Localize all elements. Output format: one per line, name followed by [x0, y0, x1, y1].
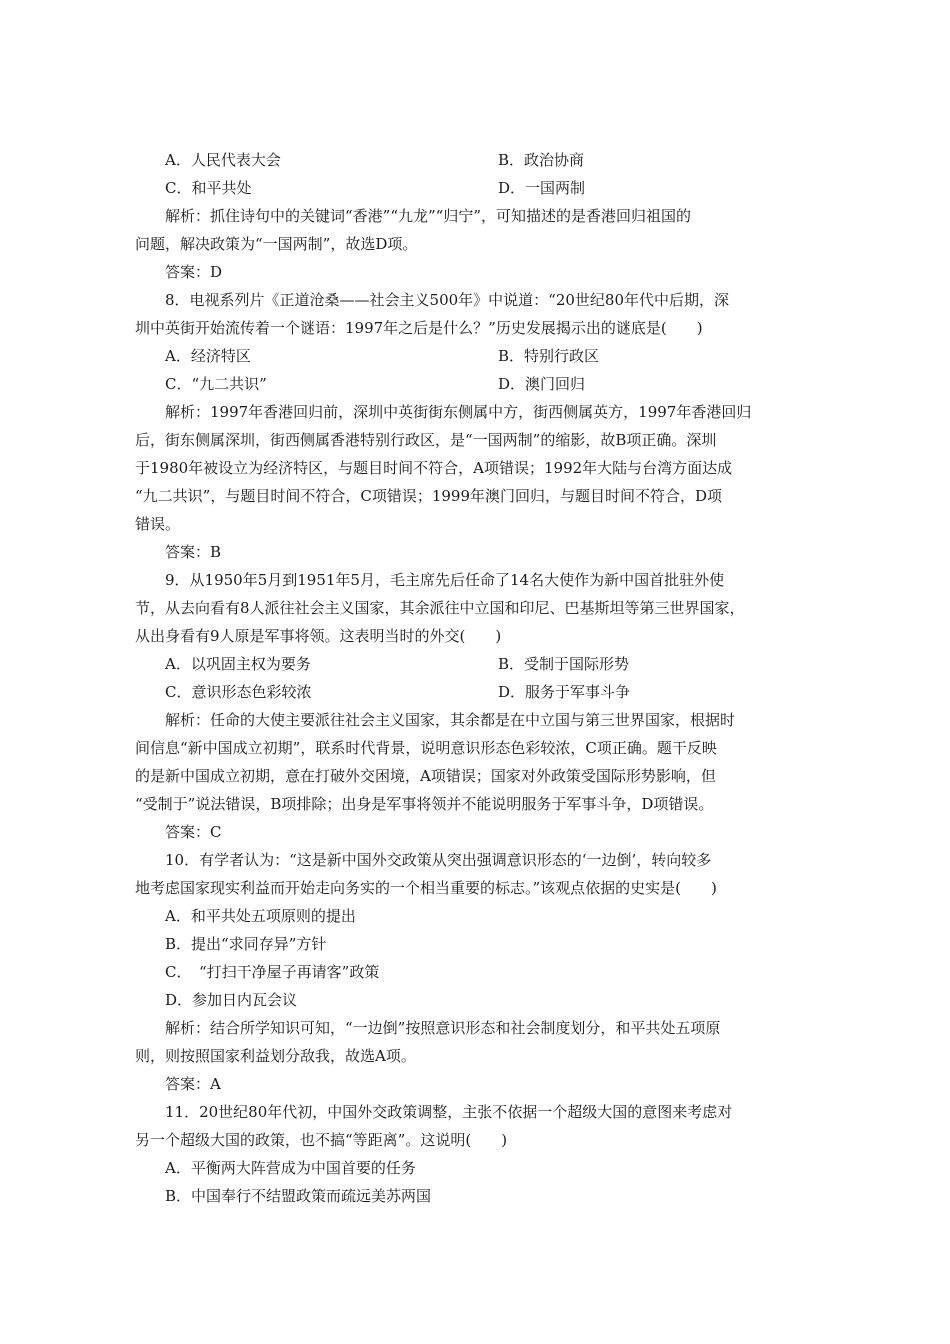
q7-options-row-1	[135, 146, 825, 174]
q9-analysis-line: 的是新中国成立初期，意在打破外交困境，A项错误；国家对外政策受国际形势影响，但	[135, 767, 716, 785]
q9-answer: 答案：C	[165, 823, 222, 841]
q8-analysis-line: 错误。	[135, 515, 181, 533]
q10-answer: 答案：A	[165, 1075, 221, 1093]
q10-stem-line: 10．有学者认为：“这是新中国外交政策从突出强调意识形态的‘一边倒’，转向较多	[165, 851, 712, 869]
q9-stem-line: 从出身看有9人原是军事将领。这表明当时的外交( )	[135, 627, 502, 645]
q10-option-b: B．提出“求同存异”方针	[165, 935, 327, 953]
q11-stem-line: 另一个超级大国的政策，也不搞“等距离”。这说明( )	[135, 1131, 508, 1149]
q7-option-d: D．一国两制	[498, 179, 586, 197]
q7-analysis-line: 问题，解决政策为“一国两制”，故选D项。	[135, 235, 418, 253]
q8-analysis-line: 于1980年被设立为经济特区，与题目时间不符合，A项错误；1992年大陆与台湾方面达成	[135, 459, 733, 477]
q10-option-a: A．和平共处五项原则的提出	[165, 907, 356, 925]
q9-analysis-line: “受制于”说法错误，B项排除；出身是军事将领并不能说明服务于军事斗争，D项错误。	[135, 795, 714, 813]
q10-analysis-line: 则，则按照国家利益划分敌我，故选A项。	[135, 1047, 416, 1065]
q8-analysis-line: 后，街东侧属深圳，街西侧属香港特别行政区，是“一国两制”的缩影，故B项正确。深圳	[135, 431, 717, 449]
q11-option-b: B．中国奉行不结盟政策而疏远美苏两国	[165, 1187, 432, 1205]
q7-options-row-2	[135, 174, 825, 202]
q11-stem-line: 11．20世纪80年代初，中国外交政策调整，主张不依据一个超级大国的意图来考虑对	[165, 1103, 733, 1121]
q8-options-row-1	[135, 342, 825, 370]
q8-stem-line: 圳中英街开始流传着一个谜语：1997年之后是什么？”历史发展揭示出的谜底是( )	[135, 319, 703, 337]
q7-analysis-line: 解析：抓住诗句中的关键词“香港”“九龙”“归宁”，可知描述的是香港回归祖国的	[165, 207, 692, 225]
q9-analysis-line: 解析：任命的大使主要派往社会主义国家，其余都是在中立国与第三世界国家，根据时	[165, 711, 736, 729]
q8-option-a: A．经济特区	[165, 347, 251, 365]
q7-answer: 答案：D	[165, 263, 223, 281]
q9-option-b: B．受制于国际形势	[498, 655, 630, 673]
q8-stem-line: 8．电视系列片《正道沧桑——社会主义500年》中说道：“20世纪80年代中后期，深	[165, 291, 730, 309]
q10-option-c: C． “打扫干净屋子再请客”政策	[165, 963, 380, 981]
q8-analysis-line: “九二共识”，与题目时间不符合，C项错误；1999年澳门回归，与题目时间不符合，D项	[135, 487, 723, 505]
q7-option-c: C．和平共处	[165, 179, 252, 197]
q9-options-row-2	[135, 678, 825, 706]
q9-analysis-line: 间信息“新中国成立初期”，联系时代背景，说明意识形态色彩较浓，C项正确。题干反映	[135, 739, 717, 757]
q11-option-a: A．平衡两大阵营成为中国首要的任务	[165, 1159, 416, 1177]
question-content	[135, 146, 825, 1210]
q10-option-d: D．参加日内瓦会议	[165, 991, 298, 1009]
q8-option-d: D．澳门回归	[498, 375, 586, 393]
q7-option-b: B．政治协商	[498, 151, 585, 169]
q8-analysis-line: 解析：1997年香港回归前，深圳中英街街东侧属中方，街西侧属英方，1997年香港回归	[165, 403, 752, 421]
q8-options-row-2	[135, 370, 825, 398]
q8-option-c: C．“九二共识”	[165, 375, 267, 393]
q9-stem-line: 节，从去向看有8人派往社会主义国家，其余派往中立国和印尼、巴基斯坦等第三世界国家，	[135, 599, 745, 617]
q9-stem-line: 9．从1950年5月到1951年5月，毛主席先后任命了14名大使作为新中国首批驻外使	[165, 571, 725, 589]
q10-stem-line: 地考虑国家现实利益而开始走向务实的一个相当重要的标志。”该观点依据的史实是( )	[135, 879, 717, 897]
q9-options-row-1	[135, 650, 825, 678]
q8-answer: 答案：B	[165, 543, 222, 561]
q8-option-b: B．特别行政区	[498, 347, 600, 365]
q7-option-a: A．人民代表大会	[165, 151, 281, 169]
q9-option-a: A．以巩固主权为要务	[165, 655, 311, 673]
q9-option-d: D．服务于军事斗争	[498, 683, 631, 701]
q9-option-c: C．意识形态色彩较浓	[165, 683, 312, 701]
q10-analysis-line: 解析：结合所学知识可知，“一边倒”按照意识形态和社会制度划分，和平共处五项原	[165, 1019, 721, 1037]
